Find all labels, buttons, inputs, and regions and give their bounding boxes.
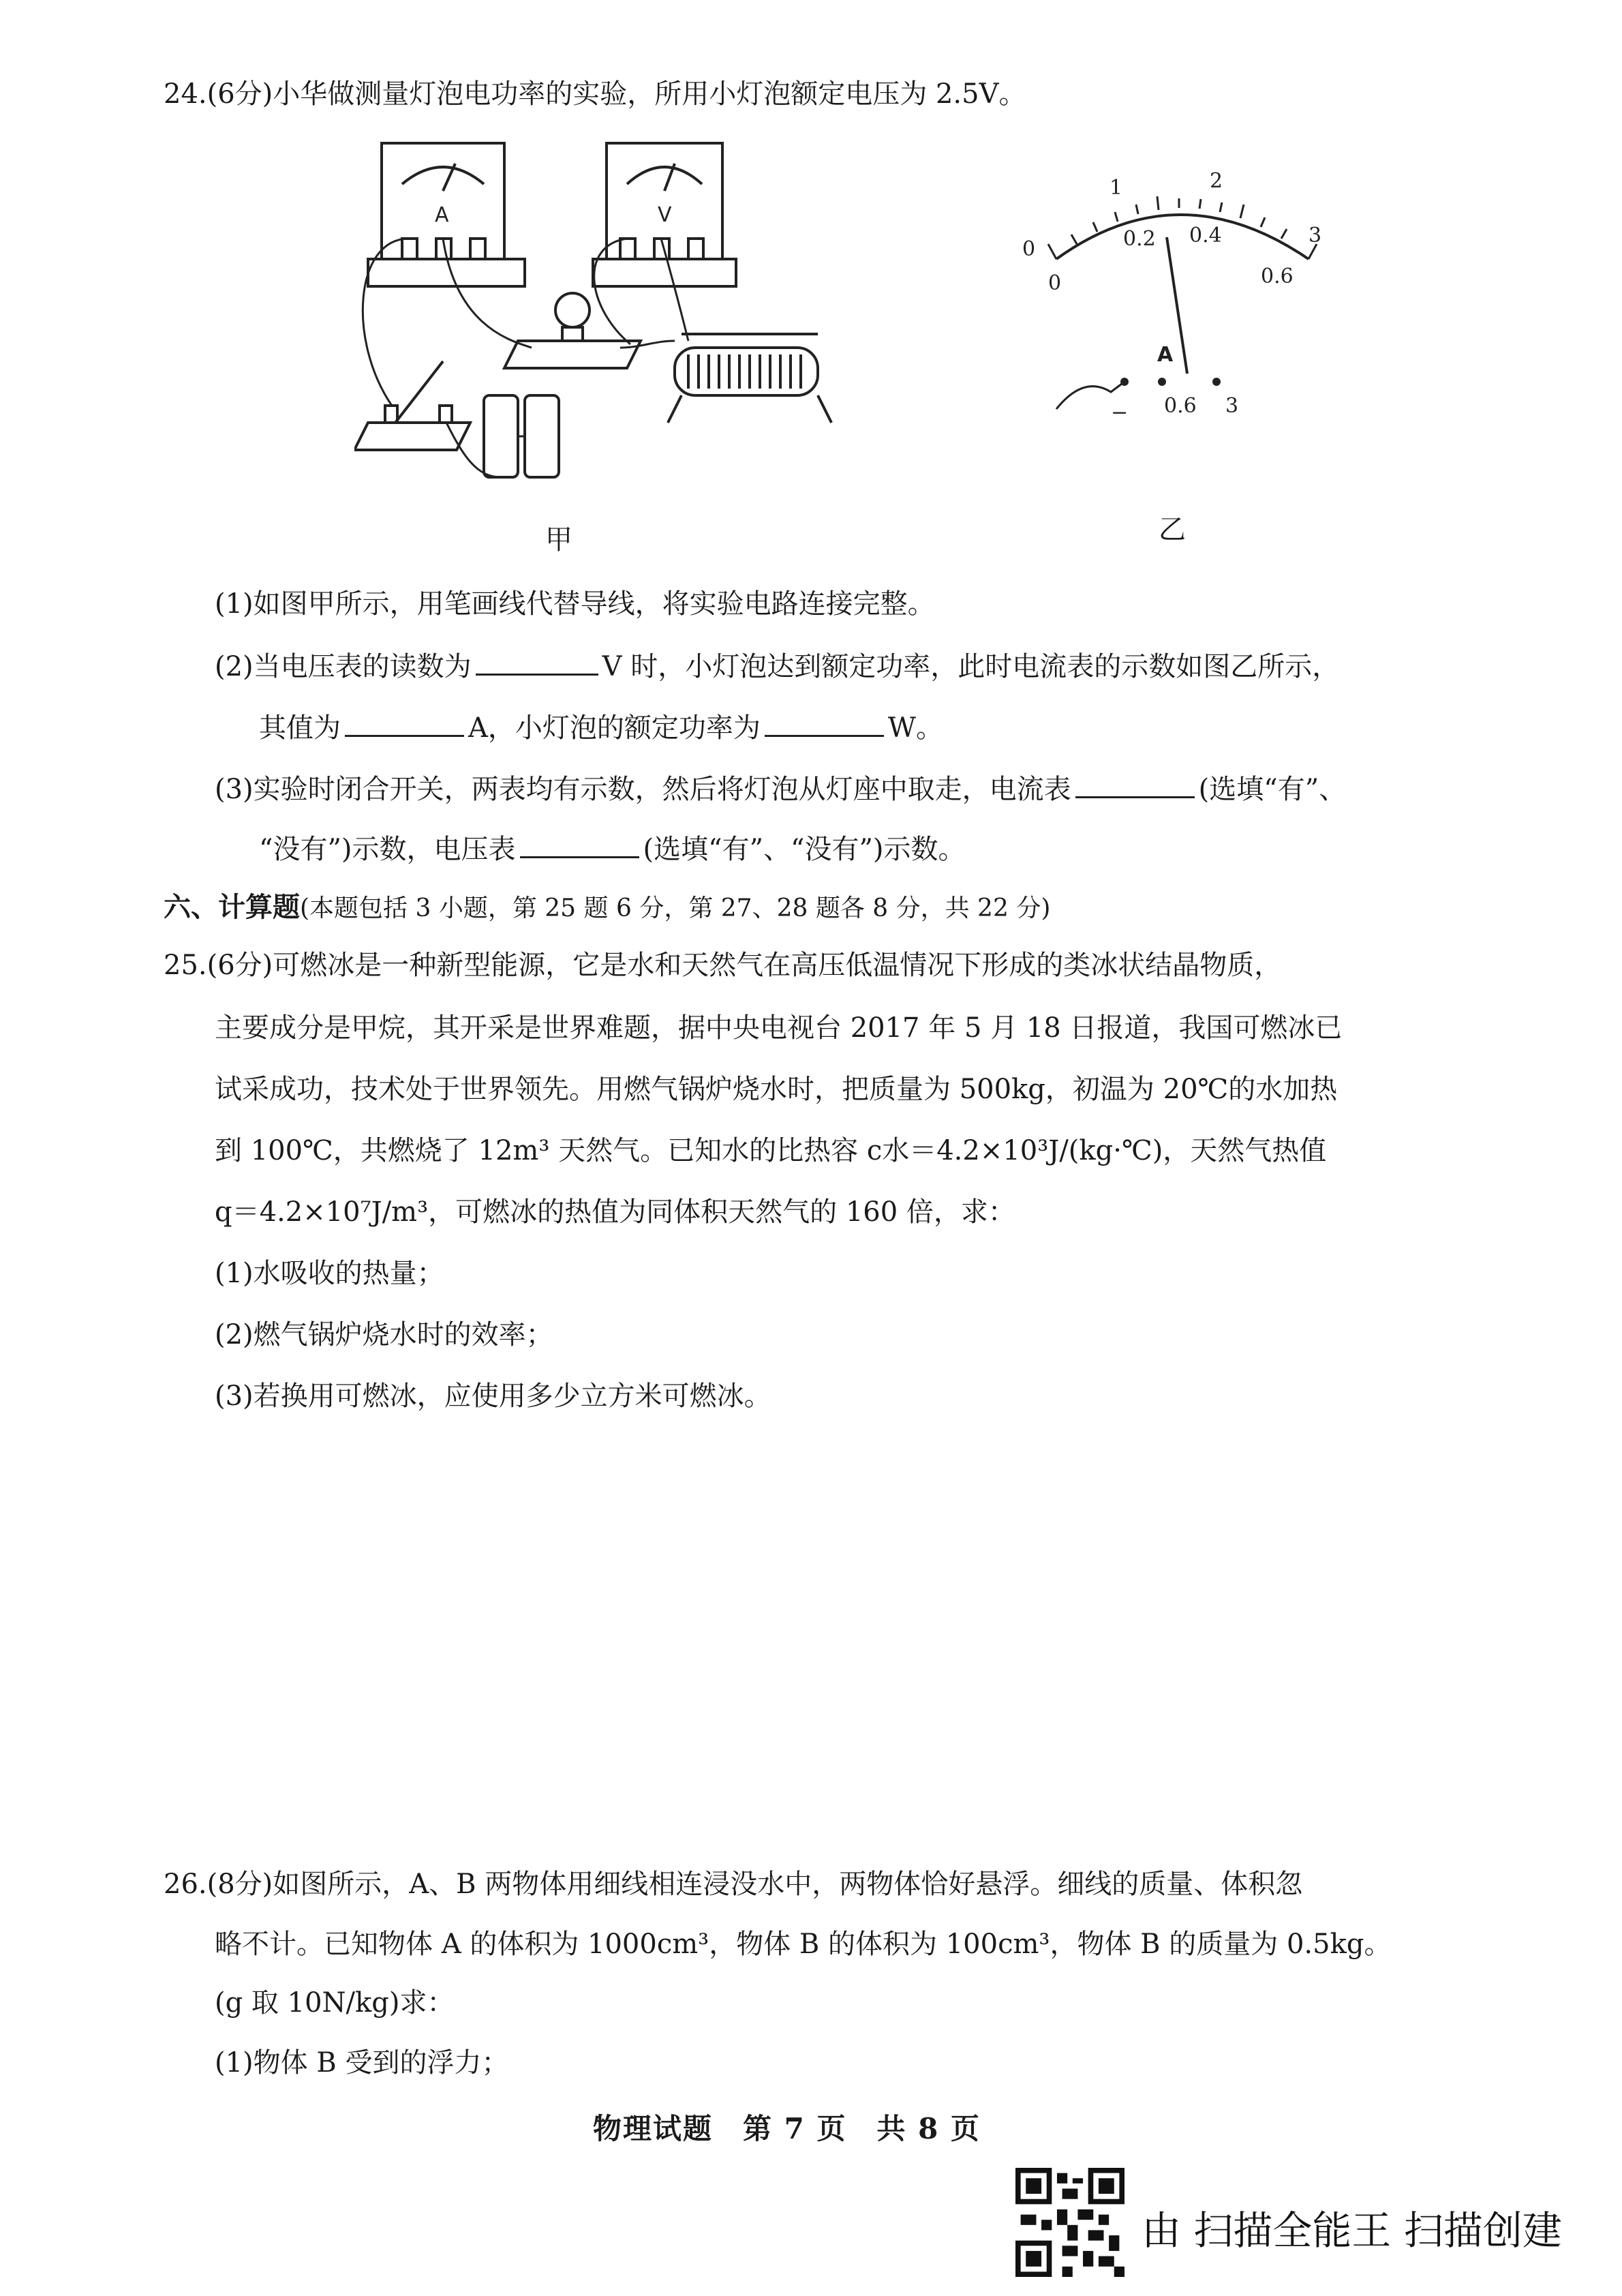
figure-yi-caption: 乙 [1159, 514, 1186, 545]
q24-blank-voltmeter[interactable] [520, 832, 639, 858]
outer-scale-3: 3 [1309, 224, 1322, 247]
q24-part3-line2 [259, 832, 966, 867]
q24-blank-voltage[interactable] [476, 649, 598, 676]
voltmeter-label: V [658, 203, 672, 227]
inner-scale-04: 0.4 [1189, 224, 1222, 247]
q24-blank-ammeter[interactable] [1075, 772, 1195, 798]
rheostat [668, 334, 831, 423]
dial-meter-label: A [1157, 343, 1174, 367]
inner-scale-02: 0.2 [1123, 227, 1156, 251]
q24-part3-text-b: (选填“有”、 [1198, 774, 1347, 805]
q26-line3: (g 取 10N/kg)求： [215, 1987, 455, 2019]
figure-jia-caption: 甲 [545, 524, 572, 556]
q24-part2-text-b: V 时，小灯泡达到额定功率，此时电流表的示数如图乙所示， [602, 651, 1340, 682]
dial-ticks [1048, 196, 1317, 259]
ammeter-dial-figure-yi [1009, 157, 1363, 443]
q25-sub3: (3)若换用可燃冰，应使用多少立方米可燃冰。 [215, 1380, 771, 1412]
terminal-3: 3 [1225, 394, 1239, 418]
outer-scale-1: 1 [1110, 176, 1123, 200]
dial-arc [1056, 215, 1309, 259]
circuit-figure-jia [354, 136, 913, 498]
q24-part2-text-c: 其值为 [259, 712, 341, 744]
q24-part2-line1 [215, 649, 1339, 684]
scanner-watermark-text: 由 扫描全能王 扫描创建 [1142, 2207, 1562, 2254]
inner-scale-06: 0.6 [1261, 265, 1294, 288]
q25-line1: 25.(6分)可燃冰是一种新型能源，它是水和天然气在高压低温情况下形成的类冰状结晶物质， [164, 950, 1282, 981]
q24-part3-text-c: “没有”)示数，电压表 [259, 834, 516, 865]
outer-scale-2: 2 [1210, 169, 1223, 193]
q24-part3-text-a: (3)实验时闭合开关，两表均有示数，然后将灯泡从灯座中取走，电流表 [215, 774, 1071, 805]
q24-blank-current[interactable] [345, 710, 464, 737]
q24-part3-text-d: (选填“有”、“没有”)示数。 [643, 834, 966, 865]
terminal-0-6: 0.6 [1164, 394, 1197, 418]
outer-scale-0: 0 [1022, 237, 1036, 261]
q25-line5: q＝4.2×10⁷J/m³，可燃冰的热值为同体积天然气的 160 倍，求： [215, 1196, 1015, 1228]
q26-line2: 略不计。已知物体 A 的体积为 1000cm³，物体 B 的体积为 100cm³，物体 B 的质量为 0.5kg。 [215, 1929, 1392, 1960]
q24-part2-line2 [259, 710, 943, 746]
lamp [504, 293, 641, 368]
q24-blank-power[interactable] [765, 710, 884, 737]
q26-line1: 26.(8分)如图所示，A、B 两物体用细线相连浸没水中，两物体恰好悬浮。细线的质量、体积忽 [164, 1869, 1303, 1900]
terminal-negative: − [1111, 401, 1129, 425]
q26-sub1: (1)物体 B 受到的浮力； [215, 2047, 509, 2079]
qr-code-icon [1015, 2168, 1124, 2277]
q25-line2: 主要成分是甲烷，其开采是世界难题，据中央电视台 2017 年 5 月 18 日报道，我国可燃冰已 [215, 1012, 1343, 1044]
q24-part3-line1 [215, 772, 1346, 807]
q24-stem: 24.(6分)小华做测量灯泡电功率的实验，所用小灯泡额定电压为 2.5V。 [164, 78, 1026, 110]
q24-part2-text-e: W。 [887, 712, 944, 744]
q25-sub2: (2)燃气锅炉烧水时的效率； [215, 1319, 553, 1350]
q25-line4: 到 100℃，共燃烧了 12m³ 天然气。已知水的比热容 c水＝4.2×10³J/(kg·℃)，天然气热值 [215, 1135, 1327, 1166]
section6-note: (本题包括 3 小题，第 25 题 6 分，第 27、28 题各 8 分，共 22 分) [300, 894, 1051, 922]
ammeter-label: A [435, 203, 449, 227]
section6-heading [164, 890, 1050, 926]
page-footer: 物理试题 第 7 页 共 8 页 [593, 2112, 981, 2145]
q24-part2-text-a: (2)当电压表的读数为 [215, 651, 472, 682]
q24-part2-text-d: A，小灯泡的额定功率为 [468, 712, 761, 744]
q25-line3: 试采成功，技术处于世界领先。用燃气锅炉烧水时，把质量为 500kg，初温为 20℃的水加热 [215, 1074, 1338, 1105]
q24-part1: (1)如图甲所示，用笔画线代替导线，将实验电路连接完整。 [215, 588, 935, 620]
section6-title: 六、计算题 [164, 891, 300, 923]
q25-sub1: (1)水吸收的热量； [215, 1258, 444, 1289]
inner-scale-0: 0 [1048, 271, 1062, 295]
